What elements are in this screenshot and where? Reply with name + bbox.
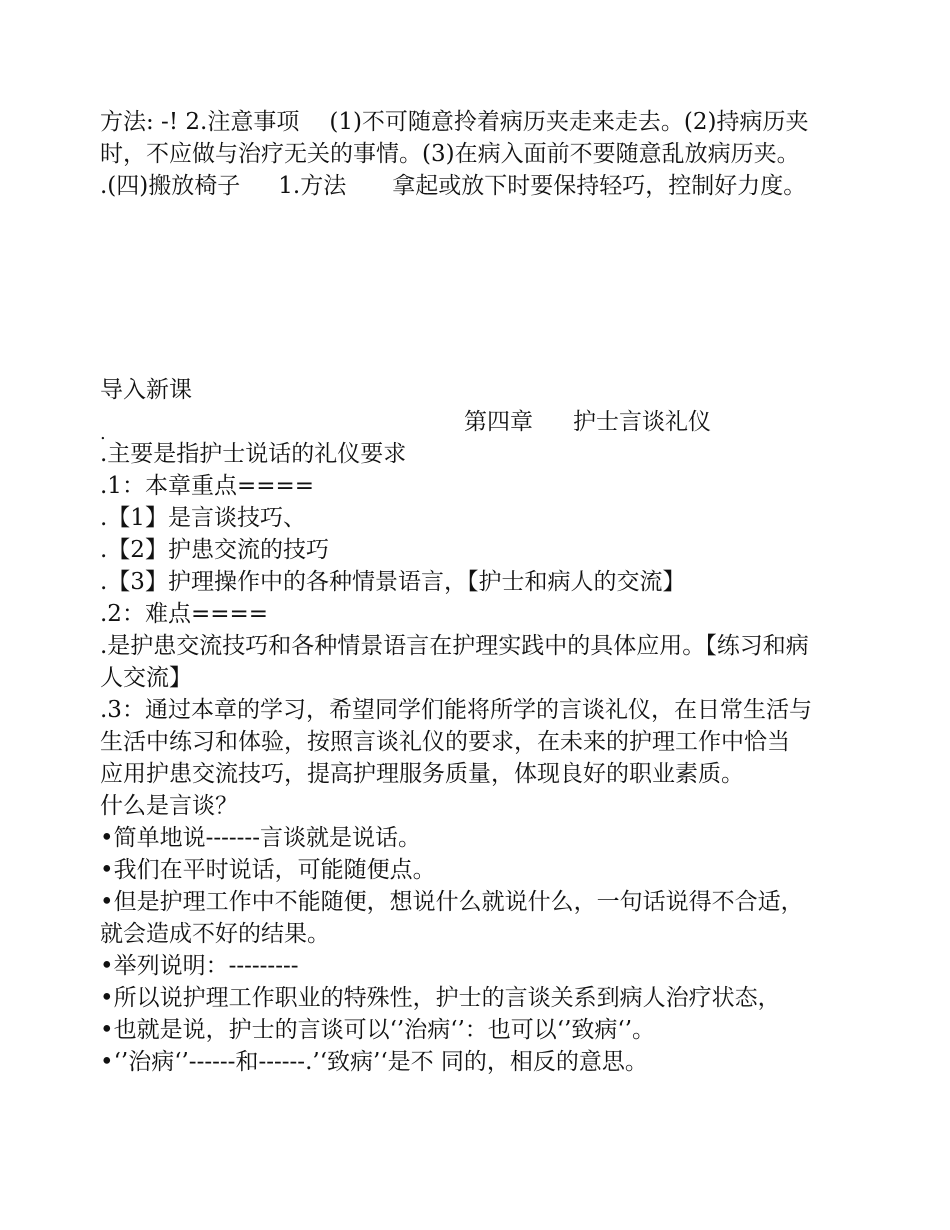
text-line: •简单地说-------言谈就是说话。 [100,825,421,851]
text-line: .【3】护理操作中的各种情景语言，【护士和病人的交流】 [100,569,686,595]
text-line: .主要是指护士说话的礼仪要求 [100,441,407,467]
text-line: 什么是言谈？ [100,793,238,819]
chapter-number: 第四章 [464,409,533,435]
text-line: .是护患交流技巧和各种情景语言在护理实践中的具体应用。【练习和病 [100,633,809,659]
chapter-name: 护士言谈礼仪 [573,409,711,435]
chapter-dot: . [100,423,106,444]
text-line: .【1】是言谈技巧、 [100,505,306,531]
text-line-methods [100,106,809,138]
text-segment: .(四)搬放椅子 [100,173,241,199]
text-line: •所以说护理工作职业的特殊性，护士的言谈关系到病人治疗状态， [100,985,781,1011]
text-segment: 拿起或放下时要保持轻巧，控制好力度。 [392,173,807,199]
chapter-title [464,406,711,438]
text-line: 人交流】 [100,665,192,691]
text-segment: (1)不可随意拎着病历夹走来走去。(2)持病历夹 [329,109,809,135]
text-line: 就会造成不好的结果。 [100,921,330,947]
text-line: .2：难点==== [100,601,269,627]
text-line: 应用护患交流技巧，提高护理服务质量，体现良好的职业素质。 [100,761,744,787]
text-line: •举列说明：--------- [100,953,299,979]
text-line-chair [100,170,806,202]
text-line: .【2】护患交流的技巧 [100,537,329,563]
text-segment: 1.方法 [278,173,347,199]
text-line: •也就是说，护士的言谈可以‘’治病‘’：也可以‘’致病‘’。 [100,1017,656,1043]
text-line: •我们在平时说话，可能随便点。 [100,857,436,883]
text-line: 时，不应做与治疗无关的事情。(3)在病入面前不要随意乱放病历夹。 [100,141,800,167]
text-line: •‘’治病‘’------和------.’‘致病’‘是不 同的，相反的意思。 [100,1049,648,1075]
text-line: 生活中练习和体验，按照言谈礼仪的要求，在未来的护理工作中恰当 [100,729,790,755]
text-line: •但是护理工作中不能随便，想说什么就说什么，一句话说得不合适， [100,889,804,915]
text-line: .1：本章重点==== [100,473,315,499]
text-line: .3：通过本章的学习，希望同学们能将所学的言谈礼仪，在日常生活与 [100,697,812,723]
section-heading: 导入新课 [100,377,192,403]
text-segment: 方法: -! 2.注意事项 [100,109,300,135]
